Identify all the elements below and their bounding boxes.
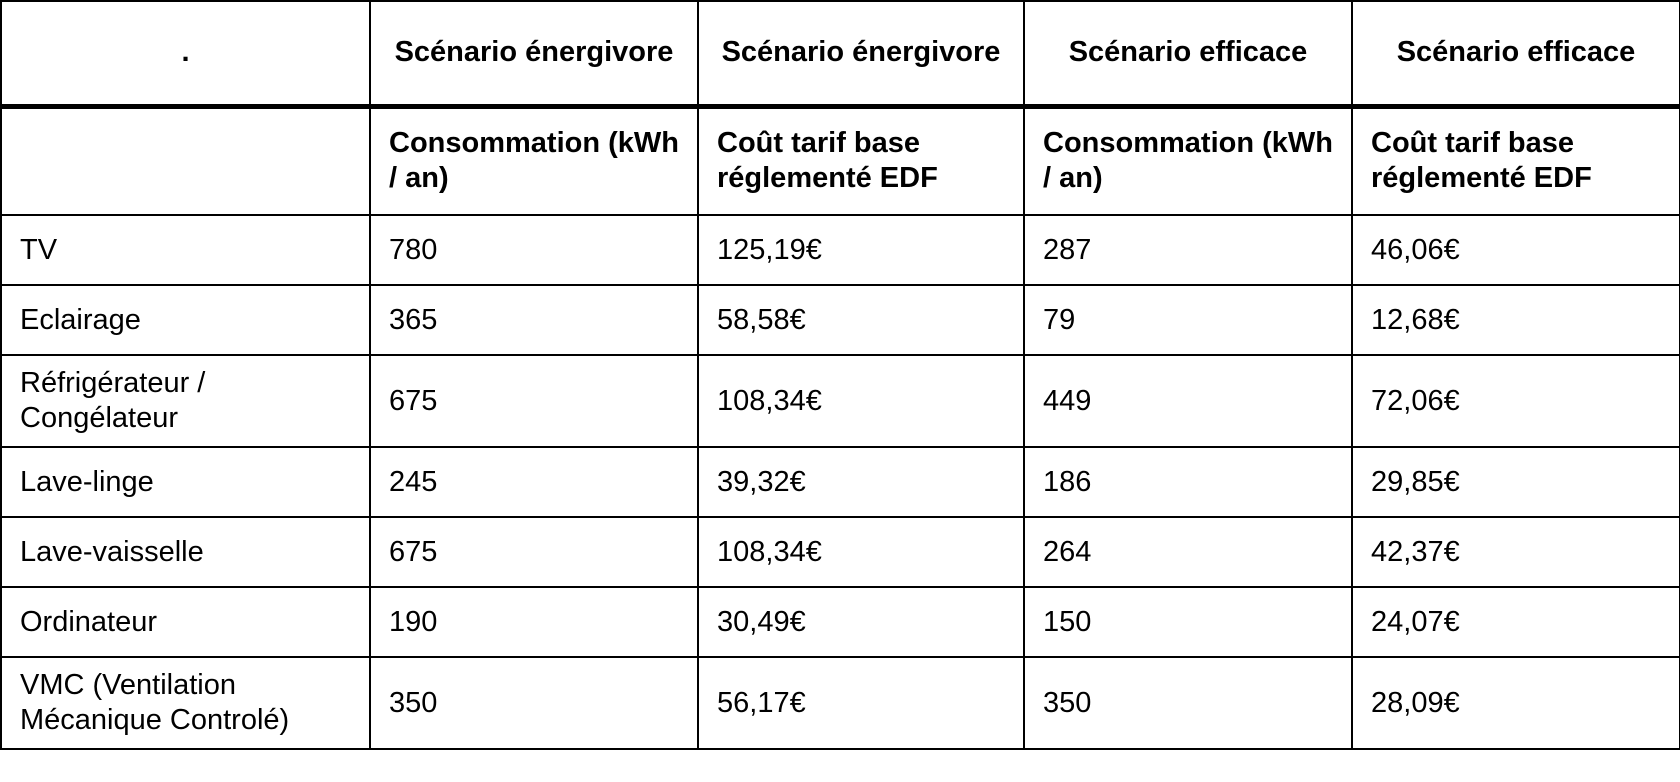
- subheader-cell-cout-energivore: Coût tarif base réglementé EDF: [698, 106, 1024, 215]
- row-label: Lave-linge: [1, 447, 370, 517]
- header-cell-corner: .: [1, 1, 370, 106]
- table-row: [1, 355, 1680, 447]
- cell-cout-energivore: 108,34€: [698, 517, 1024, 587]
- cell-conso-efficace: 79: [1024, 285, 1352, 355]
- cell-cout-energivore: 56,17€: [698, 657, 1024, 749]
- table-row: [1, 587, 1680, 657]
- row-label: Ordinateur: [1, 587, 370, 657]
- header-cell-scenario-efficace-2: Scénario efficace: [1352, 1, 1680, 106]
- cell-cout-energivore: 30,49€: [698, 587, 1024, 657]
- row-label: Réfrigérateur / Congélateur: [1, 355, 370, 447]
- cell-cout-energivore: 108,34€: [698, 355, 1024, 447]
- row-label: TV: [1, 215, 370, 285]
- cell-conso-energivore: 675: [370, 517, 698, 587]
- cell-conso-efficace: 449: [1024, 355, 1352, 447]
- table-row: [1, 517, 1680, 587]
- row-label: Eclairage: [1, 285, 370, 355]
- header-cell-scenario-energivore-1: Scénario énergivore: [370, 1, 698, 106]
- header-cell-scenario-energivore-2: Scénario énergivore: [698, 1, 1024, 106]
- subheader-row: [1, 106, 1680, 215]
- cell-conso-efficace: 350: [1024, 657, 1352, 749]
- cell-conso-energivore: 780: [370, 215, 698, 285]
- table-row: [1, 215, 1680, 285]
- cell-cout-efficace: 72,06€: [1352, 355, 1680, 447]
- row-label: Lave-vaisselle: [1, 517, 370, 587]
- subheader-cell-consommation-energivore: Consommation (kWh / an): [370, 106, 698, 215]
- cell-cout-energivore: 125,19€: [698, 215, 1024, 285]
- cell-conso-energivore: 245: [370, 447, 698, 517]
- cell-conso-energivore: 365: [370, 285, 698, 355]
- cell-conso-efficace: 150: [1024, 587, 1352, 657]
- subheader-cell-empty: [1, 106, 370, 215]
- subheader-cell-consommation-efficace: Consommation (kWh / an): [1024, 106, 1352, 215]
- cell-cout-efficace: 29,85€: [1352, 447, 1680, 517]
- table-row: [1, 657, 1680, 749]
- cell-conso-energivore: 190: [370, 587, 698, 657]
- subheader-cell-cout-efficace: Coût tarif base réglementé EDF: [1352, 106, 1680, 215]
- cell-conso-energivore: 675: [370, 355, 698, 447]
- cell-conso-efficace: 186: [1024, 447, 1352, 517]
- cell-cout-efficace: 42,37€: [1352, 517, 1680, 587]
- header-row: [1, 1, 1680, 106]
- cell-conso-efficace: 287: [1024, 215, 1352, 285]
- cell-cout-efficace: 46,06€: [1352, 215, 1680, 285]
- cell-cout-efficace: 12,68€: [1352, 285, 1680, 355]
- cell-conso-efficace: 264: [1024, 517, 1352, 587]
- cell-cout-efficace: 24,07€: [1352, 587, 1680, 657]
- cell-cout-efficace: 28,09€: [1352, 657, 1680, 749]
- cell-conso-energivore: 350: [370, 657, 698, 749]
- header-cell-scenario-efficace-1: Scénario efficace: [1024, 1, 1352, 106]
- table-row: [1, 447, 1680, 517]
- row-label: VMC (Ventilation Mécanique Controlé): [1, 657, 370, 749]
- cell-cout-energivore: 39,32€: [698, 447, 1024, 517]
- cell-cout-energivore: 58,58€: [698, 285, 1024, 355]
- table-row: [1, 285, 1680, 355]
